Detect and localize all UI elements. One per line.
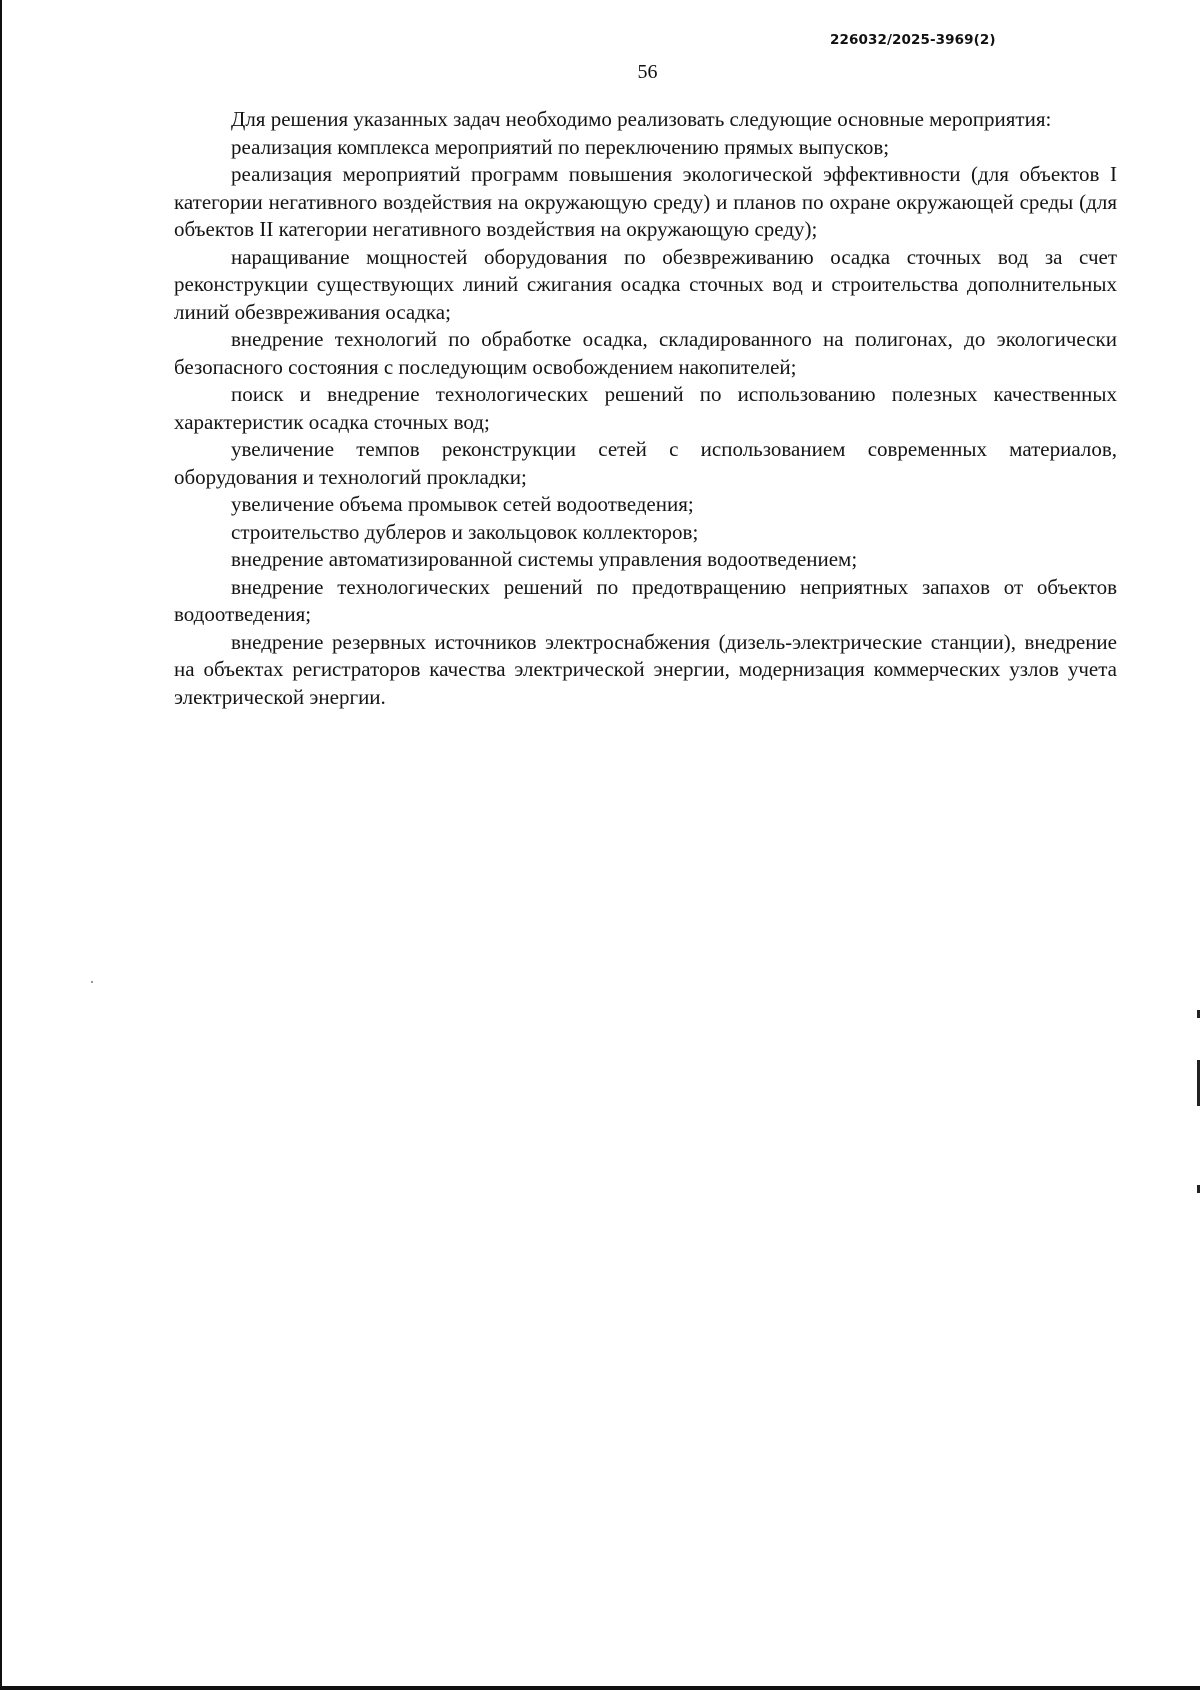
measure-item: внедрение резервных источников электроснабжения (дизель-электрические станции), внедрение на объектах регистраторов качества электрической энергии, модернизация коммерческих узлов учета электрической энергии. [174,629,1117,709]
scan-edge-left [0,0,2,1690]
scan-speck [91,981,93,983]
measure-item: внедрение технологий по обработке осадка, складированного на полигонах, до экологически безопасного состояния с последующим освобождением накопителей; [174,327,1117,379]
measure-item: строительство дублеров и закольцовок коллекторов; [231,519,699,544]
intro-paragraph: Для решения указанных задач необходимо реализовать следующие основные мероприятия: [231,107,1052,131]
document-registration-number: 226032/2025-3969(2) [830,32,996,48]
measure-item: реализация мероприятий программ повышения экологической эффективности (для объектов I категории негативного воздействия на окружающую среду) и планов по охране окружающей среды (для объектов II категории негативного воздействия на окружающую среду); [174,162,1117,241]
measure-item: увеличение темпов реконструкции сетей с использованием современных материалов, оборудования и технологий прокладки; [174,437,1117,489]
page-number: 56 [637,61,658,83]
measure-item: наращивание мощностей оборудования по обезвреживанию осадка сточных вод за счет реконструкции существующих линий сжигания осадка сточных вод и строительства дополнительных линий обезвреживания осадка; [174,244,1117,324]
measure-item: реализация комплекса мероприятий по переключению прямых выпусков; [231,134,890,159]
measure-item: увеличение объема промывок сетей водоотведения; [231,492,694,516]
measure-item: внедрение технологических решений по предотвращению неприятных запахов от объектов водоотведения; [174,574,1117,626]
scan-edge-bottom [0,1686,1200,1690]
measure-item: поиск и внедрение технологических решений по использованию полезных качественных характеристик осадка сточных вод; [174,382,1117,434]
document-body [174,106,1117,711]
measure-item: внедрение автоматизированной системы управления водоотведением; [231,547,858,571]
